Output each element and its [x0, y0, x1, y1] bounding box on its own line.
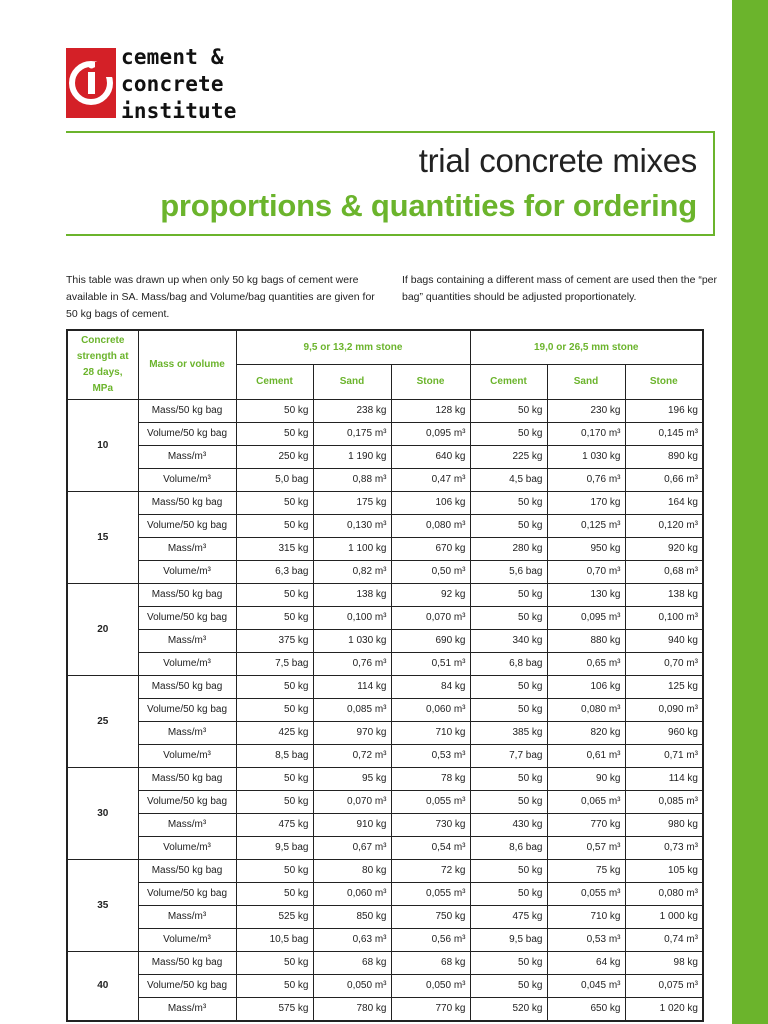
table-row	[67, 630, 703, 653]
value-cell: 64 kg	[547, 952, 625, 975]
value-cell: 50 kg	[470, 768, 547, 791]
mix-table-body	[67, 400, 703, 1022]
value-cell: 0,71 m³	[625, 745, 703, 768]
value-cell: 50 kg	[470, 699, 547, 722]
value-cell: 106 kg	[547, 676, 625, 699]
value-cell: 50 kg	[236, 860, 313, 883]
value-cell: 138 kg	[313, 584, 391, 607]
value-cell: 78 kg	[391, 768, 470, 791]
logo-wordmark	[121, 44, 237, 125]
value-cell: 50 kg	[236, 768, 313, 791]
value-cell: 50 kg	[236, 676, 313, 699]
value-cell: 50 kg	[470, 607, 547, 630]
value-cell: 50 kg	[470, 400, 547, 423]
header-group-large-stone: 19,0 or 26,5 mm stone	[470, 330, 703, 365]
header-mass-or-volume: Mass or volume	[138, 330, 236, 400]
value-cell: 50 kg	[470, 791, 547, 814]
row-label-cell: Mass/50 kg bag	[138, 400, 236, 423]
header-cement: Cement	[236, 365, 313, 400]
value-cell: 575 kg	[236, 998, 313, 1022]
strength-cell: 15	[67, 492, 138, 584]
value-cell: 0,080 m³	[625, 883, 703, 906]
value-cell: 50 kg	[236, 607, 313, 630]
value-cell: 0,070 m³	[313, 791, 391, 814]
value-cell: 125 kg	[625, 676, 703, 699]
value-cell: 520 kg	[470, 998, 547, 1022]
table-row	[67, 998, 703, 1022]
value-cell: 230 kg	[547, 400, 625, 423]
value-cell: 72 kg	[391, 860, 470, 883]
value-cell: 0,145 m³	[625, 423, 703, 446]
row-label-cell: Volume/50 kg bag	[138, 975, 236, 998]
value-cell: 0,100 m³	[313, 607, 391, 630]
value-cell: 0,120 m³	[625, 515, 703, 538]
value-cell: 50 kg	[470, 584, 547, 607]
table-row	[67, 538, 703, 561]
table-row	[67, 515, 703, 538]
strength-cell: 10	[67, 400, 138, 492]
value-cell: 1 100 kg	[313, 538, 391, 561]
table-row	[67, 952, 703, 975]
row-label-cell: Volume/m³	[138, 653, 236, 676]
header-sand: Sand	[547, 365, 625, 400]
value-cell: 475 kg	[236, 814, 313, 837]
row-label-cell: Volume/m³	[138, 745, 236, 768]
value-cell: 475 kg	[470, 906, 547, 929]
value-cell: 50 kg	[236, 791, 313, 814]
table-row	[67, 745, 703, 768]
value-cell: 8,5 bag	[236, 745, 313, 768]
page-title: trial concrete mixes	[418, 142, 697, 179]
row-label-cell: Mass/m³	[138, 722, 236, 745]
value-cell: 385 kg	[470, 722, 547, 745]
value-cell: 1 030 kg	[313, 630, 391, 653]
value-cell: 164 kg	[625, 492, 703, 515]
value-cell: 0,075 m³	[625, 975, 703, 998]
value-cell: 0,76 m³	[547, 469, 625, 492]
logo-line: cement &	[121, 45, 224, 69]
value-cell: 0,53 m³	[391, 745, 470, 768]
value-cell: 50 kg	[470, 860, 547, 883]
value-cell: 7,5 bag	[236, 653, 313, 676]
value-cell: 50 kg	[236, 952, 313, 975]
value-cell: 0,125 m³	[547, 515, 625, 538]
value-cell: 850 kg	[313, 906, 391, 929]
value-cell: 0,085 m³	[625, 791, 703, 814]
value-cell: 50 kg	[236, 400, 313, 423]
value-cell: 0,53 m³	[547, 929, 625, 952]
value-cell: 0,73 m³	[625, 837, 703, 860]
row-label-cell: Mass/m³	[138, 630, 236, 653]
value-cell: 238 kg	[313, 400, 391, 423]
value-cell: 0,63 m³	[313, 929, 391, 952]
value-cell: 8,6 bag	[470, 837, 547, 860]
value-cell: 196 kg	[625, 400, 703, 423]
table-row	[67, 653, 703, 676]
value-cell: 68 kg	[391, 952, 470, 975]
row-label-cell: Mass/50 kg bag	[138, 676, 236, 699]
value-cell: 0,50 m³	[391, 561, 470, 584]
row-label-cell: Volume/m³	[138, 837, 236, 860]
value-cell: 980 kg	[625, 814, 703, 837]
strength-cell: 40	[67, 952, 138, 1022]
row-label-cell: Volume/50 kg bag	[138, 423, 236, 446]
value-cell: 50 kg	[470, 515, 547, 538]
value-cell: 0,66 m³	[625, 469, 703, 492]
value-cell: 10,5 bag	[236, 929, 313, 952]
value-cell: 50 kg	[236, 584, 313, 607]
value-cell: 0,72 m³	[313, 745, 391, 768]
value-cell: 710 kg	[391, 722, 470, 745]
value-cell: 315 kg	[236, 538, 313, 561]
value-cell: 1 190 kg	[313, 446, 391, 469]
row-label-cell: Mass/m³	[138, 998, 236, 1022]
value-cell: 5,0 bag	[236, 469, 313, 492]
value-cell: 970 kg	[313, 722, 391, 745]
value-cell: 0,88 m³	[313, 469, 391, 492]
value-cell: 1 000 kg	[625, 906, 703, 929]
value-cell: 0,070 m³	[391, 607, 470, 630]
value-cell: 710 kg	[547, 906, 625, 929]
value-cell: 920 kg	[625, 538, 703, 561]
value-cell: 525 kg	[236, 906, 313, 929]
intro-paragraph-right: If bags containing a different mass of cement are used then the “per bag” quantities should be adjusted proportionately.	[402, 274, 717, 303]
table-row	[67, 883, 703, 906]
value-cell: 50 kg	[470, 952, 547, 975]
value-cell: 225 kg	[470, 446, 547, 469]
value-cell: 0,050 m³	[391, 975, 470, 998]
row-label-cell: Mass/m³	[138, 446, 236, 469]
row-label-cell: Mass/50 kg bag	[138, 492, 236, 515]
row-label-cell: Volume/m³	[138, 561, 236, 584]
value-cell: 0,080 m³	[547, 699, 625, 722]
row-label-cell: Mass/m³	[138, 538, 236, 561]
value-cell: 50 kg	[236, 515, 313, 538]
value-cell: 0,095 m³	[391, 423, 470, 446]
table-row	[67, 699, 703, 722]
value-cell: 138 kg	[625, 584, 703, 607]
row-label-cell: Volume/50 kg bag	[138, 515, 236, 538]
value-cell: 0,080 m³	[391, 515, 470, 538]
value-cell: 0,175 m³	[313, 423, 391, 446]
header-stone: Stone	[391, 365, 470, 400]
row-label-cell: Mass/50 kg bag	[138, 584, 236, 607]
value-cell: 50 kg	[236, 699, 313, 722]
value-cell: 880 kg	[547, 630, 625, 653]
value-cell: 0,76 m³	[313, 653, 391, 676]
value-cell: 0,82 m³	[313, 561, 391, 584]
table-row	[67, 607, 703, 630]
value-cell: 0,055 m³	[391, 883, 470, 906]
value-cell: 0,055 m³	[547, 883, 625, 906]
value-cell: 0,085 m³	[313, 699, 391, 722]
table-row	[67, 975, 703, 998]
row-label-cell: Mass/50 kg bag	[138, 860, 236, 883]
value-cell: 75 kg	[547, 860, 625, 883]
row-label-cell: Volume/m³	[138, 929, 236, 952]
value-cell: 9,5 bag	[236, 837, 313, 860]
strength-cell: 25	[67, 676, 138, 768]
value-cell: 6,8 bag	[470, 653, 547, 676]
value-cell: 50 kg	[236, 492, 313, 515]
value-cell: 106 kg	[391, 492, 470, 515]
value-cell: 960 kg	[625, 722, 703, 745]
value-cell: 890 kg	[625, 446, 703, 469]
value-cell: 0,65 m³	[547, 653, 625, 676]
value-cell: 50 kg	[470, 676, 547, 699]
table-row	[67, 469, 703, 492]
row-label-cell: Mass/m³	[138, 814, 236, 837]
value-cell: 0,065 m³	[547, 791, 625, 814]
value-cell: 375 kg	[236, 630, 313, 653]
intro-paragraph-left: This table was drawn up when only 50 kg bags of cement were available in SA. Mass/bag and Volume/bag quantities are given for 50 kg bags of cement.	[66, 274, 375, 320]
value-cell: 0,70 m³	[547, 561, 625, 584]
value-cell: 0,130 m³	[313, 515, 391, 538]
value-cell: 114 kg	[313, 676, 391, 699]
header-cement: Cement	[470, 365, 547, 400]
table-row	[67, 400, 703, 423]
value-cell: 640 kg	[391, 446, 470, 469]
table-row	[67, 906, 703, 929]
value-cell: 730 kg	[391, 814, 470, 837]
table-row	[67, 814, 703, 837]
value-cell: 5,6 bag	[470, 561, 547, 584]
value-cell: 0,51 m³	[391, 653, 470, 676]
value-cell: 770 kg	[547, 814, 625, 837]
value-cell: 770 kg	[391, 998, 470, 1022]
table-row	[67, 837, 703, 860]
row-label-cell: Volume/m³	[138, 469, 236, 492]
table-row	[67, 446, 703, 469]
value-cell: 250 kg	[236, 446, 313, 469]
value-cell: 50 kg	[470, 492, 547, 515]
value-cell: 950 kg	[547, 538, 625, 561]
value-cell: 425 kg	[236, 722, 313, 745]
value-cell: 0,095 m³	[547, 607, 625, 630]
logo-line: institute	[121, 99, 237, 123]
header-strength: Concrete strength at 28 days, MPa	[67, 330, 138, 400]
value-cell: 910 kg	[313, 814, 391, 837]
title-frame-bottom	[66, 234, 715, 236]
page-subtitle: proportions & quantities for ordering	[160, 188, 697, 223]
row-label-cell: Mass/m³	[138, 906, 236, 929]
table-row	[67, 768, 703, 791]
value-cell: 690 kg	[391, 630, 470, 653]
table-row	[67, 423, 703, 446]
value-cell: 0,61 m³	[547, 745, 625, 768]
value-cell: 0,57 m³	[547, 837, 625, 860]
value-cell: 0,100 m³	[625, 607, 703, 630]
table-row	[67, 561, 703, 584]
value-cell: 0,56 m³	[391, 929, 470, 952]
value-cell: 0,47 m³	[391, 469, 470, 492]
value-cell: 0,170 m³	[547, 423, 625, 446]
value-cell: 4,5 bag	[470, 469, 547, 492]
value-cell: 940 kg	[625, 630, 703, 653]
value-cell: 780 kg	[313, 998, 391, 1022]
value-cell: 50 kg	[470, 883, 547, 906]
cci-logo-icon	[66, 48, 116, 118]
table-row	[67, 492, 703, 515]
row-label-cell: Volume/50 kg bag	[138, 791, 236, 814]
row-label-cell: Mass/50 kg bag	[138, 952, 236, 975]
table-row	[67, 929, 703, 952]
value-cell: 6,3 bag	[236, 561, 313, 584]
table-row	[67, 676, 703, 699]
value-cell: 0,67 m³	[313, 837, 391, 860]
table-row	[67, 584, 703, 607]
value-cell: 50 kg	[470, 423, 547, 446]
value-cell: 0,050 m³	[313, 975, 391, 998]
header-sand: Sand	[313, 365, 391, 400]
value-cell: 50 kg	[236, 423, 313, 446]
value-cell: 430 kg	[470, 814, 547, 837]
value-cell: 95 kg	[313, 768, 391, 791]
table-row	[67, 722, 703, 745]
value-cell: 0,70 m³	[625, 653, 703, 676]
value-cell: 670 kg	[391, 538, 470, 561]
table-row	[67, 860, 703, 883]
value-cell: 170 kg	[547, 492, 625, 515]
value-cell: 92 kg	[391, 584, 470, 607]
value-cell: 50 kg	[236, 883, 313, 906]
header-group-small-stone: 9,5 or 13,2 mm stone	[236, 330, 470, 365]
row-label-cell: Volume/50 kg bag	[138, 883, 236, 906]
value-cell: 1 030 kg	[547, 446, 625, 469]
value-cell: 90 kg	[547, 768, 625, 791]
row-label-cell: Volume/50 kg bag	[138, 699, 236, 722]
value-cell: 0,68 m³	[625, 561, 703, 584]
value-cell: 9,5 bag	[470, 929, 547, 952]
value-cell: 0,045 m³	[547, 975, 625, 998]
value-cell: 128 kg	[391, 400, 470, 423]
logo-line: concrete	[121, 72, 224, 96]
value-cell: 0,74 m³	[625, 929, 703, 952]
value-cell: 750 kg	[391, 906, 470, 929]
value-cell: 340 kg	[470, 630, 547, 653]
value-cell: 50 kg	[236, 975, 313, 998]
strength-cell: 30	[67, 768, 138, 860]
value-cell: 0,060 m³	[391, 699, 470, 722]
value-cell: 0,055 m³	[391, 791, 470, 814]
table-row	[67, 791, 703, 814]
side-accent-bar	[732, 0, 768, 1024]
value-cell: 0,060 m³	[313, 883, 391, 906]
value-cell: 280 kg	[470, 538, 547, 561]
title-frame-right	[713, 131, 715, 236]
value-cell: 105 kg	[625, 860, 703, 883]
value-cell: 80 kg	[313, 860, 391, 883]
value-cell: 1 020 kg	[625, 998, 703, 1022]
value-cell: 175 kg	[313, 492, 391, 515]
row-label-cell: Mass/50 kg bag	[138, 768, 236, 791]
header-stone: Stone	[625, 365, 703, 400]
mix-table	[66, 329, 704, 1022]
value-cell: 7,7 bag	[470, 745, 547, 768]
value-cell: 0,54 m³	[391, 837, 470, 860]
strength-cell: 20	[67, 584, 138, 676]
row-label-cell: Volume/50 kg bag	[138, 607, 236, 630]
value-cell: 114 kg	[625, 768, 703, 791]
value-cell: 68 kg	[313, 952, 391, 975]
value-cell: 98 kg	[625, 952, 703, 975]
value-cell: 50 kg	[470, 975, 547, 998]
value-cell: 650 kg	[547, 998, 625, 1022]
value-cell: 0,090 m³	[625, 699, 703, 722]
value-cell: 820 kg	[547, 722, 625, 745]
value-cell: 130 kg	[547, 584, 625, 607]
strength-cell: 35	[67, 860, 138, 952]
value-cell: 84 kg	[391, 676, 470, 699]
title-frame-top	[66, 131, 715, 133]
